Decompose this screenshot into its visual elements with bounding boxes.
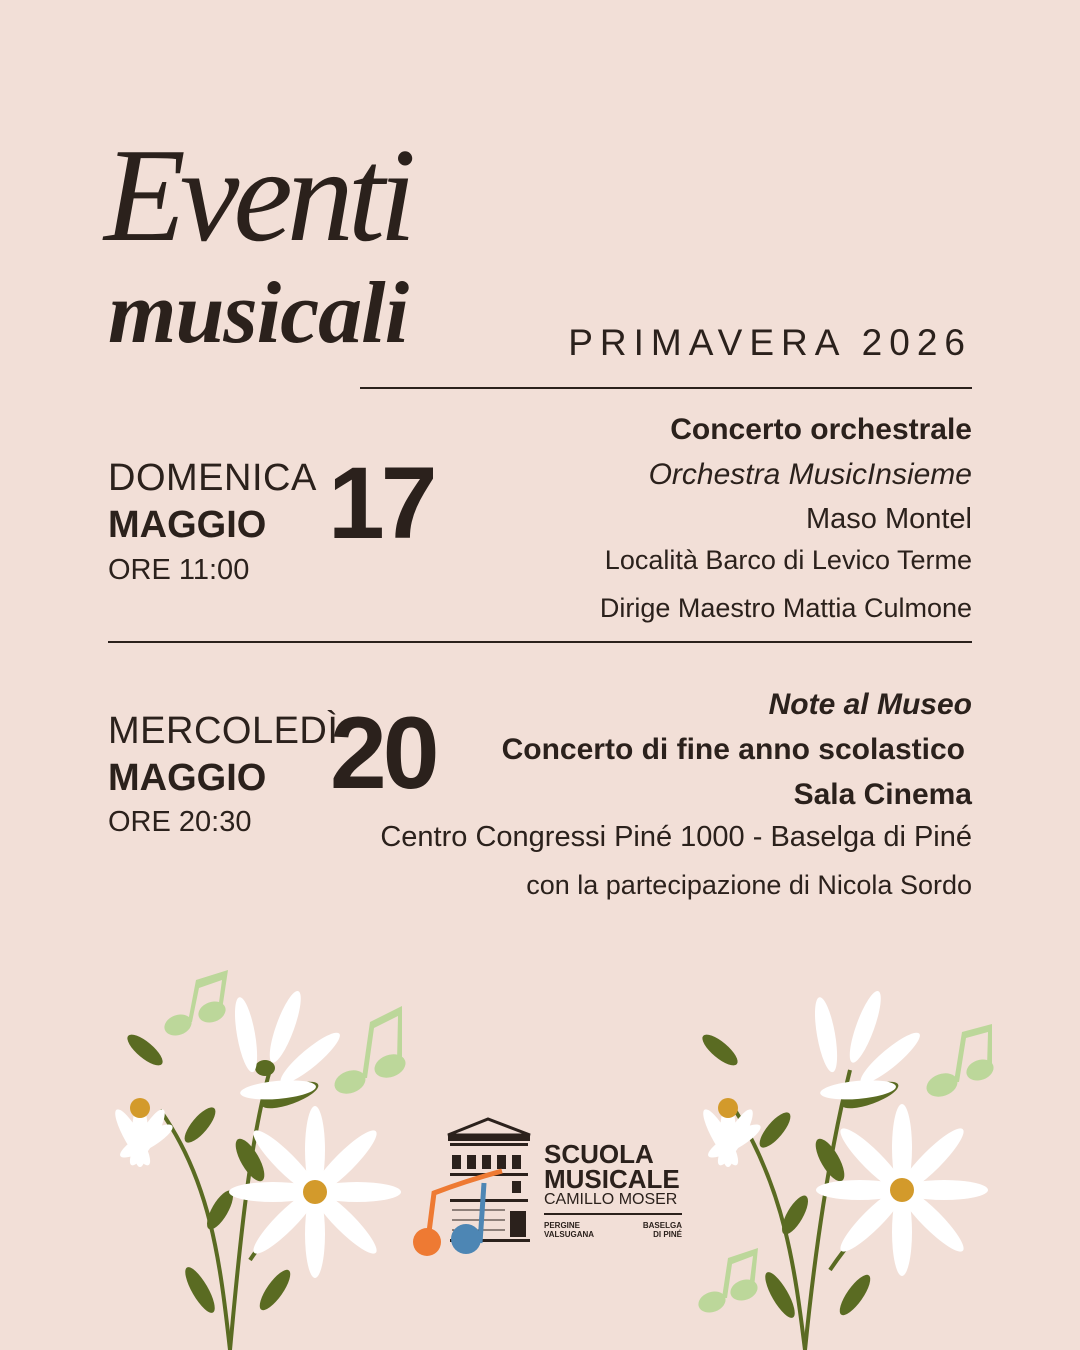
- event-1-weekday: DOMENICA: [108, 457, 317, 499]
- daisies-left-illustration: [100, 960, 410, 1350]
- event-2-weekday: MERCOLEDÌ: [108, 710, 339, 752]
- event-2-title: Concerto di fine anno scolastico: [501, 733, 965, 766]
- daisy-flower: [816, 1104, 988, 1276]
- event-1-conductor: Dirige Maestro Mattia Culmone: [599, 593, 972, 623]
- daisies-right-illustration: [690, 990, 1000, 1350]
- daisy-flower: [811, 990, 926, 1102]
- event-1-time: ORE 11:00: [108, 554, 250, 586]
- logo-place-left-2: VALSUGANA: [544, 1230, 595, 1239]
- event-2-series: Note al Museo: [768, 688, 972, 721]
- daisy-flower: [229, 1106, 401, 1278]
- event-1-month: MAGGIO: [108, 504, 267, 546]
- daisy-flower: [110, 1098, 177, 1169]
- music-note-icon: [161, 970, 228, 1039]
- title-musicali: musicali: [108, 265, 409, 362]
- event-1-ensemble: Orchestra MusicInsieme: [648, 458, 972, 491]
- logo-line-musicale: MUSICALE: [544, 1164, 680, 1194]
- event-1-day: 17: [328, 446, 434, 560]
- event-2-day: 20: [330, 696, 436, 810]
- music-note-icon: [331, 1006, 409, 1098]
- event-2-month: MAGGIO: [108, 757, 267, 799]
- school-logo: [410, 1115, 690, 1260]
- building-icon: [410, 1115, 535, 1260]
- music-note-icon: [923, 1024, 996, 1101]
- daisy-flower: [231, 988, 346, 1102]
- logo-line-camillo-moser: CAMILLO MOSER: [544, 1191, 678, 1208]
- season-label: PRIMAVERA 2026: [568, 322, 972, 363]
- divider-middle: [108, 641, 972, 643]
- title-eventi: Eventi: [104, 121, 411, 269]
- divider-top: [360, 387, 972, 389]
- event-2-guest: con la partecipazione di Nicola Sordo: [526, 870, 972, 900]
- logo-line-scuola: SCUOLA: [544, 1139, 654, 1169]
- daisy-flower: [698, 1098, 765, 1169]
- logo-place-left-1: PERGINE: [544, 1221, 581, 1230]
- logo-place-right-1: BASELGA: [642, 1221, 682, 1230]
- event-2-venue: Sala Cinema: [793, 778, 972, 811]
- logo-place-right-2: DI PINÉ: [653, 1230, 682, 1239]
- event-1-location: Località Barco di Levico Terme: [604, 545, 972, 575]
- logo-divider: [544, 1213, 682, 1215]
- event-1-title: Concerto orchestrale: [670, 413, 972, 446]
- event-2-location: Centro Congressi Piné 1000 - Baselga di Piné: [380, 821, 972, 853]
- music-note-icon: [695, 1248, 760, 1316]
- event-1-venue: Maso Montel: [805, 503, 972, 535]
- event-2-time: ORE 20:30: [108, 806, 252, 838]
